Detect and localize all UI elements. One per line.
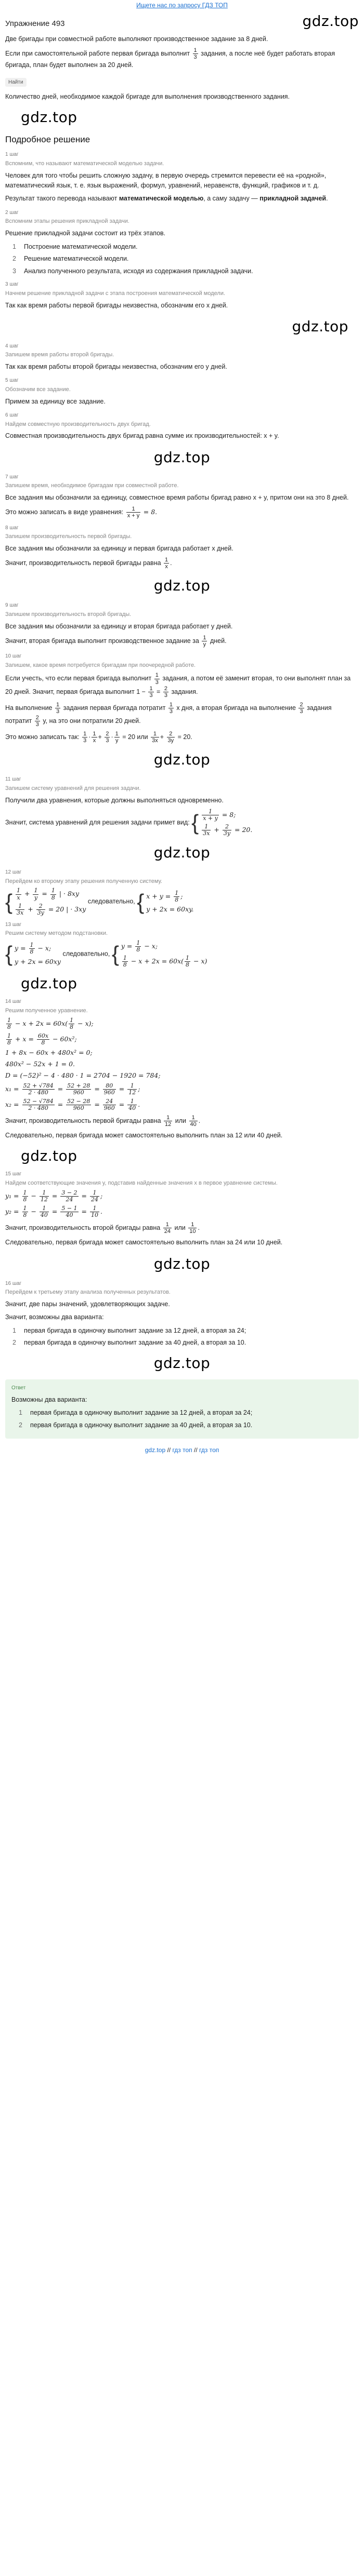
step-16: 16 шаг Перейдем к третьему этапу анализа полученных результатов. Значит, две пары значений, удовлетворяющих задаче. Значит, возможны два варианта: 1 первая бригада в одиночку выполнит задание за 12 дней, а вторая за 24; 2 первая бригада в одиночку выполнит задание за 40 дней, а вторая за 10. bbox=[5, 1280, 359, 1348]
step-1: 1 шаг Вспомним, что называют математической моделью задачи. Человек для того чтобы решить сложную задачу, в первую очередь стремится перевести её на «родной», математический язык, т. е. язык выражений, формул, уравнений, неравенств, функций, графиков и т. д. Результат такого перевода называют математической моделью, а саму задачу — прикладной задачей. bbox=[5, 152, 328, 203]
bottom-links: gdz.top // гдз топ // гдз топ bbox=[145, 1446, 219, 1454]
brand-watermark: gdz.top bbox=[153, 577, 211, 595]
list-item: 2 первая бригада в одиночку выполнит задание за 40 дней, а вторая за 10. bbox=[19, 1421, 253, 1429]
brand-watermark: gdz.top bbox=[153, 844, 211, 862]
brand-watermark: gdz.top bbox=[21, 108, 77, 126]
step-11: 11 шаг Запишем систему уравнений для решения задачи. Получили два уравнения, которые должны выполняться одновременно. Значит, система уравнений для решения задачи примет вид: { $\frac{1}{x + y}$ = 8; $\frac{1}{3x}$ + $\frac{2}{3y}$ = 20. bbox=[5, 776, 253, 837]
bottom-link[interactable]: гдз топ bbox=[199, 1446, 219, 1454]
brand-watermark: gdz.top bbox=[153, 1354, 211, 1372]
bottom-link[interactable]: gdz.top bbox=[145, 1446, 166, 1454]
brand-watermark: gdz.top bbox=[153, 1255, 211, 1272]
exercise-title: Упражнение 493 bbox=[5, 19, 65, 28]
step-8: 8 шаг Запишем производительность первой бригады. Все задания мы обозначили за единицу и первая бригада работает x дней. Значит, производительность первой бригады равна $\frac{1}{x}$ . bbox=[5, 525, 233, 570]
brand-watermark: gdz.top bbox=[21, 974, 77, 992]
list-item: 1 первая бригада в одиночку выполнит задание за 12 дней, а вторая за 24; bbox=[19, 1409, 253, 1417]
brand-watermark: gdz.top bbox=[153, 448, 211, 466]
step-15: 15 шаг Найдем соответствующие значения y, подставив найденные значения x в первое уравнение системы. y₁ = $\frac{1}{8}$ − $\frac{1}{12}$ = $\frac{3 - 2}{24}$ = $\frac{1}{24}$ ; y₂ = $\frac{1}{8}$ − $\frac{1}{40}$ = $\frac{5 - 1}{40}$ = $\frac{1}{10}$ . Значит, производительность второй бригады равна $\frac{1}{24}$ или $\frac{1}{10}$ . Следовательно, первая бригада может самостоятельно выполнить план за 24 или 10 дней. bbox=[5, 1171, 283, 1246]
step-12: 12 шаг Перейдем ко второму этапу решения полученную систему. { $\frac{1}{x}$ + $\frac{1}{y}$ = $\frac{1}{8}$ | · 8xy $\frac{1}{3x}$ + $\frac{2}{3y}$ = 20 | · 3xy следовательно, { x + y = $\frac{1}{8}$ ; y + 2x = 60xy. bbox=[5, 869, 194, 916]
step-13: 13 шаг Решим систему методом подстановки. { y = $\frac{1}{8}$ − x; y + 2x = 60xy следовательно, { y = $\frac{1}{8}$ − x; $\frac{1}{8}$ − x + 2x = 60x( $\frac{1}{8}$ − x) bbox=[5, 921, 207, 969]
list-item: 2 Решение математической модели. bbox=[12, 255, 129, 263]
condition-p1: Две бригады при совместной работе выполняют производственное задание за 8 дней. bbox=[5, 35, 268, 43]
fraction: $\frac{1}{3}$ bbox=[193, 47, 197, 61]
step-3: 3 шаг Начнем решение прикладной задачи с этапа построения математической модели. Так как время работы первой бригады неизвестна, обозначим его x дней. bbox=[5, 281, 228, 309]
answer-tag: Ответ bbox=[11, 1385, 26, 1391]
list-item: 1 первая бригада в одиночку выполнит задание за 12 дней, а вторая за 24; bbox=[12, 1326, 246, 1334]
bottom-link[interactable]: гдз топ bbox=[172, 1446, 192, 1454]
brand-watermark: gdz.top bbox=[21, 1147, 77, 1164]
top-link[interactable]: Ищете нас по запросу ГДЗ ТОП bbox=[136, 2, 228, 9]
step-4: 4 шаг Запишем время работы второй бригады. Так как время работы второй бригады неизвестна, обозначим его y дней. bbox=[5, 343, 227, 371]
answer-box: Ответ Возможны два варианта: 1 первая бригада в одиночку выполнит задание за 12 дней, а вторая за 24; 2 первая бригада в одиночку выполнит задание за 40 дней, а вторая за 10. bbox=[5, 1379, 359, 1439]
list-item: 3 Анализ полученного результата, исходя из содержания прикладной задачи. bbox=[12, 267, 253, 275]
brand-watermark: gdz.top bbox=[302, 12, 359, 30]
find-label: Найти bbox=[5, 78, 27, 87]
header bbox=[5, 11, 359, 31]
step-7: 7 шаг Запишем время, необходимое бригадам при совместной работе. Все задания мы обозначили за единицу, совместное время работы бригад равно x + y, притом они на это 8 дней. Это можно записать в виде уравнения: $\frac{1}{x + y}$ = 8. bbox=[5, 474, 349, 519]
solution-title: Подробное решение bbox=[5, 135, 90, 145]
brand-watermark: gdz.top bbox=[292, 317, 348, 335]
find-text: Количество дней, необходимое каждой бригаде для выполнения производственного задания. bbox=[5, 93, 290, 101]
step-10: 10 шаг Запишем, какое время потребуется бригадам при поочередной работе. Если учесть, что если первая бригада выполнит $\frac{1}{3}$ задания, а потом её заменит вторая, то они выполнят план за 20 дней. Значит, первая бригада выполнит 1 − $\frac{1}{3}$ = $\frac{2}{3}$ задания. На выполнение $\frac{1}{3}$ задания первая бригада потратит $\frac{1}{3}$ x дня, а вторая бригада на выполнение $\frac{2}{3}$ задания потратит $\frac{2}{3}$ y, на это они потратили 20 дней. Это можно записать так: $\frac{1}{3}$ · $\frac{1}{x}$ + $\frac{2}{3}$ · $\frac{1}{y}$ = 20 или $\frac{1}{3x}$ + $\frac{2}{3y}$ = 20. bbox=[5, 653, 351, 744]
list-item: 2 первая бригада в одиночку выполнит задание за 40 дней, а вторая за 10. bbox=[12, 1339, 246, 1347]
list-item: 1 Построение математической модели. bbox=[12, 243, 138, 250]
condition-p2: Если при самостоятельной работе первая бригада выполнит $\frac{1}{3}$ задания, а после неё будет работать вторая бригада, план будет выполнен за 20 дней. bbox=[5, 47, 335, 69]
step-14: 14 шаг Решим полученное уравнение. $\frac{1}{8}$ − x + 2x = 60x( $\frac{1}{8}$ − x); $\frac{1}{8}$ + x = $\frac{60x}{8}$ − 60x²; 1 + 8x − 60x + 480x² = 0; 480x² − 52x + 1 = 0. D = (−52)² − 4 · 480 · 1 = 2704 − 1920 = 784; x₁ = $\frac{52 + √784}{2 \cdot 480}$ = $\frac{52 + 28}{960}$ = $\frac{80}{960}$ = $\frac{1}{12}$ ; x₂ = $\frac{52 - √784}{2 \cdot 480}$ = $\frac{52 - 28}{960}$ = $\frac{24}{960}$ = $\frac{1}{40}$ . Значит, производительность первой бригады равна $\frac{1}{12}$ или $\frac{1}{40}$ . Следовательно, первая бригада может самостоятельно выполнить план за 12 или 40 дней. bbox=[5, 999, 283, 1139]
top-banner bbox=[5, 0, 359, 9]
step-2: 2 шаг Вспомним этапы решения прикладной задачи. Решение прикладной задачи состоит из трёх этапов. 1 Построение математической модели. 2 Решение математической модели. 3 Анализ полученного результата, исходя из содержания прикладной задачи. bbox=[5, 209, 359, 276]
step-5: 5 шаг Обозначим все задание. Примем за единицу все задание. bbox=[5, 378, 106, 405]
step-9: 9 шаг Запишем производительность второй бригады. Все задания мы обозначили за единицу и вторая бригада работает y дней. Значит, вторая бригада выполнит производственное задание за $\frac{1}{y}$ дней. bbox=[5, 602, 233, 648]
brand-watermark: gdz.top bbox=[153, 751, 211, 769]
step-6: 6 шаг Найдем совместную производительность двух бригад. Совместная производительность двух бригад равна сумме их производительностей: x + y. bbox=[5, 412, 279, 440]
